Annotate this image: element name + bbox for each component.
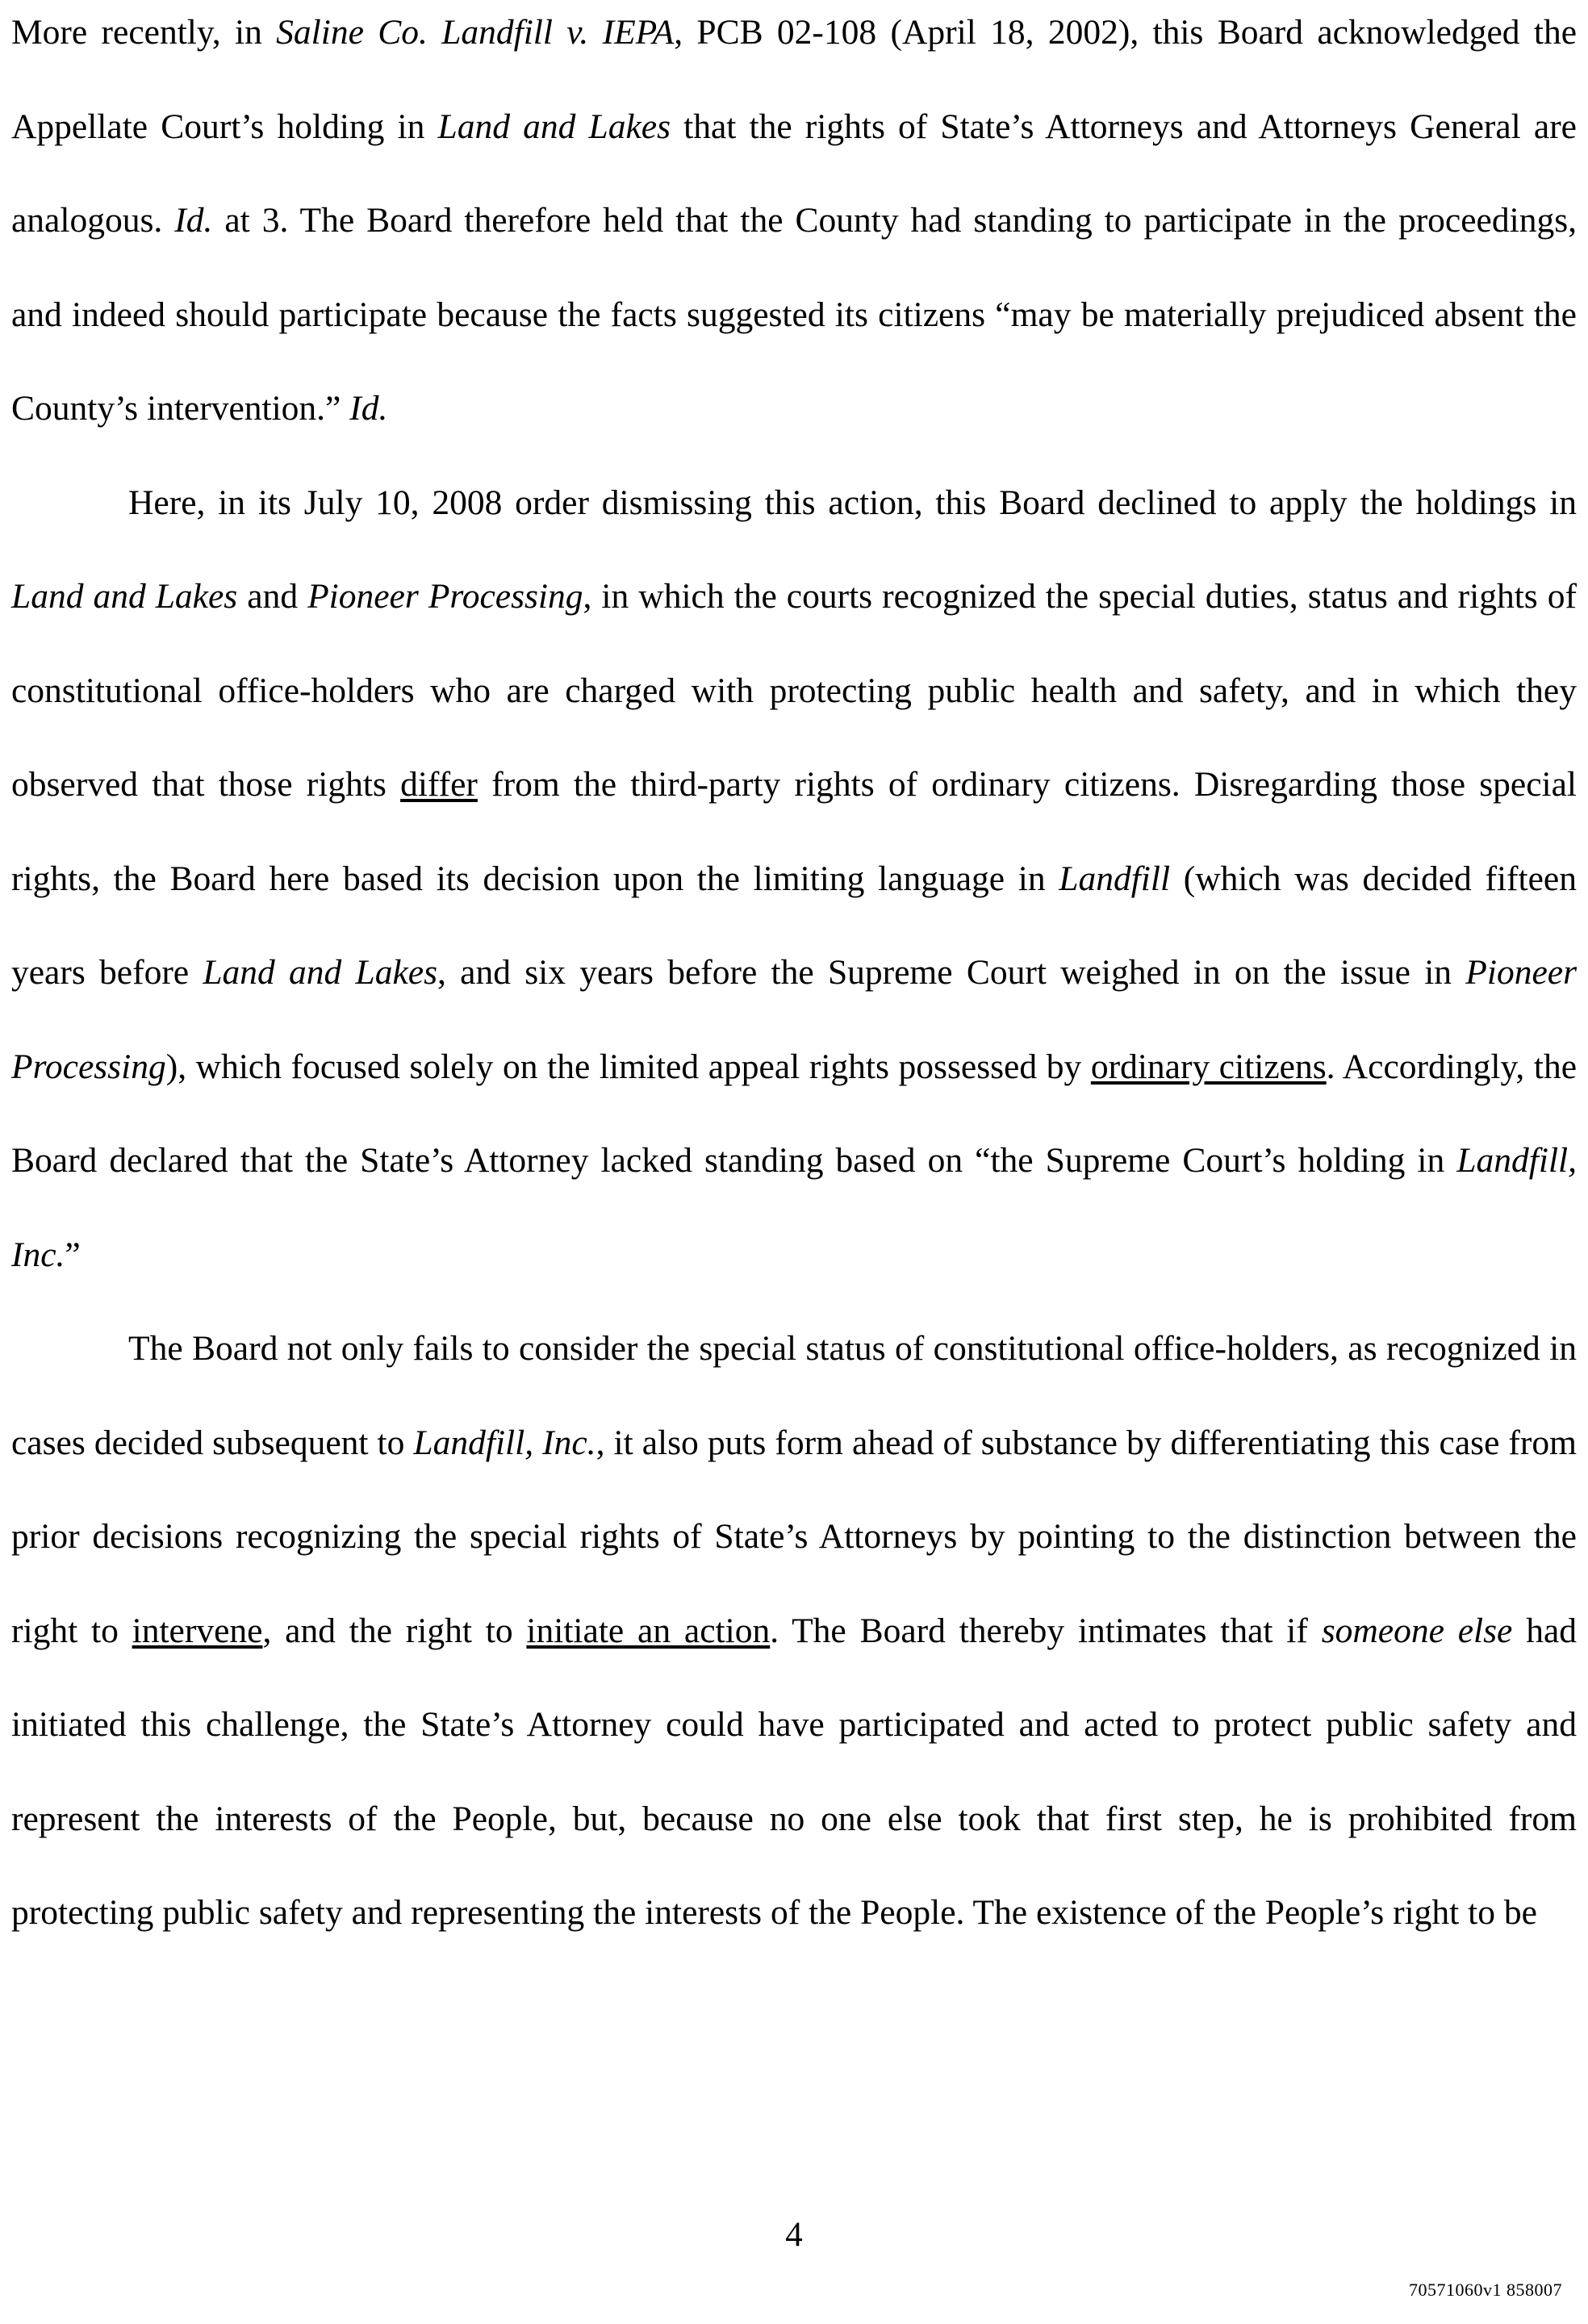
document-body [11, 0, 1577, 1960]
text-run: (which was decided fifteen years before [11, 859, 1577, 992]
text-run: . The Board thereby intimates that if [770, 1611, 1322, 1650]
document-id: 70571060v1 858007 [1409, 2280, 1562, 2300]
text-run: More recently, in [11, 13, 277, 52]
italic-citation: Id. [349, 389, 388, 428]
text-run: , and six years before the Supreme Court weighed in on the issue in [437, 953, 1466, 992]
text-run: at 3. The Board therefore held that the County had standing to participate in the proceedings, and indeed should participate because the facts suggested its citizens “may be materially prejudiced absent the County’s intervention.” [11, 201, 1577, 428]
underlined-emphasis: differ [400, 765, 478, 804]
text-run: . Accordingly, the Board declared that the State’s Attorney lacked standing based on “the Supreme Court’s holding in [11, 1047, 1577, 1180]
text-run: , it also puts form ahead of substance by differentiating this case from prior decisions recognizing the special rights of State’s Attorneys by pointing to the distinction between the right to [11, 1423, 1577, 1650]
text-run: from the third-party rights of ordinary citizens. Disregarding those special rights, the Board here based its decision upon the limiting language in [11, 765, 1577, 898]
italic-citation: Saline Co. Landfill v. IEPA [276, 13, 675, 52]
page-number: 4 [785, 2216, 803, 2254]
text-run: , PCB 02-108 (April 18, 2002), this Board acknowledged the Appellate Court’s holding in [11, 13, 1578, 146]
underlined-emphasis: intervene [132, 1611, 263, 1650]
italic-citation: Landfill [1059, 859, 1171, 898]
text-run: , in which the courts recognized the special duties, status and rights of constitutional office-holders who are charged with protecting public health and safety, and in which they observed that those rights [11, 577, 1577, 804]
text-run: ), which focused solely on the limited appeal rights possessed by [165, 1047, 1091, 1086]
text-run: ” [65, 1235, 81, 1274]
italic-citation: Land and Lakes [203, 953, 438, 992]
text-run: that the rights of State’s Attorneys and Attorneys General are analogous. [11, 107, 1577, 240]
italic-citation: Id. [174, 201, 213, 240]
italic-citation: Land and Lakes [11, 577, 238, 616]
italic-citation: Land and Lakes [437, 107, 671, 146]
paragraph-2 [11, 456, 1577, 1302]
italic-citation: someone else [1321, 1611, 1513, 1650]
paragraph-1 [11, 0, 1577, 456]
text-run: had initiated this challenge, the State’s Attorney could have participated and acted to protect public safety and represent the interests of the People, but, because no one else took that first step, he is prohibited from protecting public safety and representing the interests of the People. The existence of the People’s right to be [11, 1611, 1578, 1932]
paragraph-3 [11, 1302, 1577, 1960]
text-run: and [237, 577, 308, 616]
italic-citation: Landfill, Inc. [11, 1141, 1577, 1274]
italic-citation: Landfill, Inc. [413, 1423, 596, 1462]
underlined-emphasis: ordinary citizens [1090, 1047, 1327, 1086]
text-run: The Board not only fails to consider the special status of constitutional office-holders, as recognized in cases decided subsequent to [11, 1329, 1577, 1462]
text-run: , and the right to [262, 1611, 527, 1650]
italic-citation: Pioneer Processing [307, 577, 583, 616]
underlined-emphasis: initiate an action [526, 1611, 771, 1650]
text-run: Here, in its July 10, 2008 order dismissing this action, this Board declined to apply the holdings in [128, 483, 1577, 522]
italic-citation: Pioneer Processing [11, 953, 1577, 1086]
